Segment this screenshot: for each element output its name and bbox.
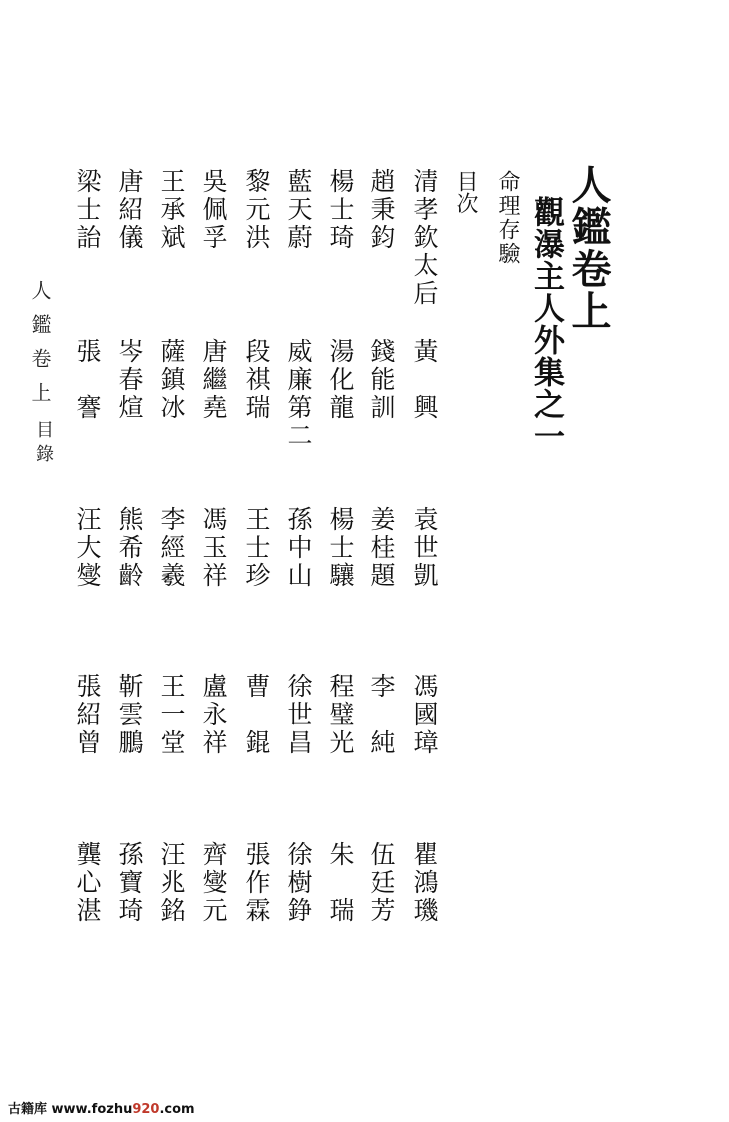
toc-entry: 段祺瑞 [242, 338, 271, 422]
toc-entry: 瞿鴻璣 [410, 841, 439, 925]
toc-entry: 汪兆銘 [157, 841, 186, 925]
watermark-number: 920 [132, 1102, 160, 1117]
toc-entry: 徐樹錚 [284, 841, 313, 925]
toc-entry: 張 謇 [73, 338, 102, 422]
toc-entry: 楊士驤 [326, 506, 355, 590]
toc-entry: 曹 錕 [242, 673, 271, 757]
toc-entry: 朱 瑞 [326, 841, 355, 925]
toc-entry: 張紹曾 [73, 673, 102, 757]
toc-entry: 唐繼堯 [199, 338, 228, 422]
toc-entry: 王士珍 [242, 506, 271, 590]
book-subtitle: 觀瀑主人外集之一 [528, 196, 564, 452]
section-title: 命理存驗 [495, 170, 520, 266]
toc-entry: 孫寶琦 [115, 841, 144, 925]
toc-entry: 齊燮元 [199, 841, 228, 925]
toc-entry: 黃 興 [410, 338, 439, 422]
toc-heading: 目次 [453, 170, 478, 214]
watermark-suffix: .com [159, 1102, 195, 1117]
toc-entry: 湯化龍 [326, 338, 355, 422]
toc-entry: 唐紹儀 [115, 168, 144, 252]
margin-section-label: 目錄 [33, 420, 54, 468]
toc-entry: 清孝欽太后 [410, 168, 439, 308]
toc-entry: 錢能訓 [367, 338, 396, 422]
toc-entry: 孫中山 [284, 506, 313, 590]
toc-entry: 龔心湛 [73, 841, 102, 925]
toc-entry: 藍天蔚 [284, 168, 313, 252]
toc-entry: 趙秉鈞 [367, 168, 396, 252]
toc-entry: 伍廷芳 [367, 841, 396, 925]
toc-entry: 李經羲 [157, 506, 186, 590]
watermark-text: 古籍库 www.fozhu [8, 1102, 133, 1117]
toc-entry: 楊士琦 [326, 168, 355, 252]
toc-entry: 袁世凱 [410, 506, 439, 590]
toc-entry: 張作霖 [242, 841, 271, 925]
toc-entry: 梁士詒 [73, 168, 102, 252]
toc-entry: 汪大燮 [73, 506, 102, 590]
toc-entry: 馮玉祥 [199, 506, 228, 590]
toc-entry: 靳雲鵬 [115, 673, 144, 757]
toc-entry: 薩鎮冰 [157, 338, 186, 422]
toc-entry: 吳佩孚 [199, 168, 228, 252]
toc-entry: 盧永祥 [199, 673, 228, 757]
toc-entry: 姜桂題 [367, 506, 396, 590]
site-watermark [8, 1098, 195, 1117]
toc-entry: 徐世昌 [284, 673, 313, 757]
toc-entry: 熊希齡 [115, 506, 144, 590]
toc-entry: 馮國璋 [410, 673, 439, 757]
toc-entry: 黎元洪 [242, 168, 271, 252]
margin-book-label: 人鑑卷上 [28, 280, 52, 416]
toc-entry: 李 純 [367, 673, 396, 757]
toc-entry: 程璧光 [326, 673, 355, 757]
toc-entry: 威廉第二 [284, 338, 313, 450]
toc-entry: 王一堂 [157, 673, 186, 757]
toc-entry: 岑春煊 [115, 338, 144, 422]
book-title: 人鑑卷上 [565, 164, 612, 332]
toc-entry: 王承斌 [157, 168, 186, 252]
